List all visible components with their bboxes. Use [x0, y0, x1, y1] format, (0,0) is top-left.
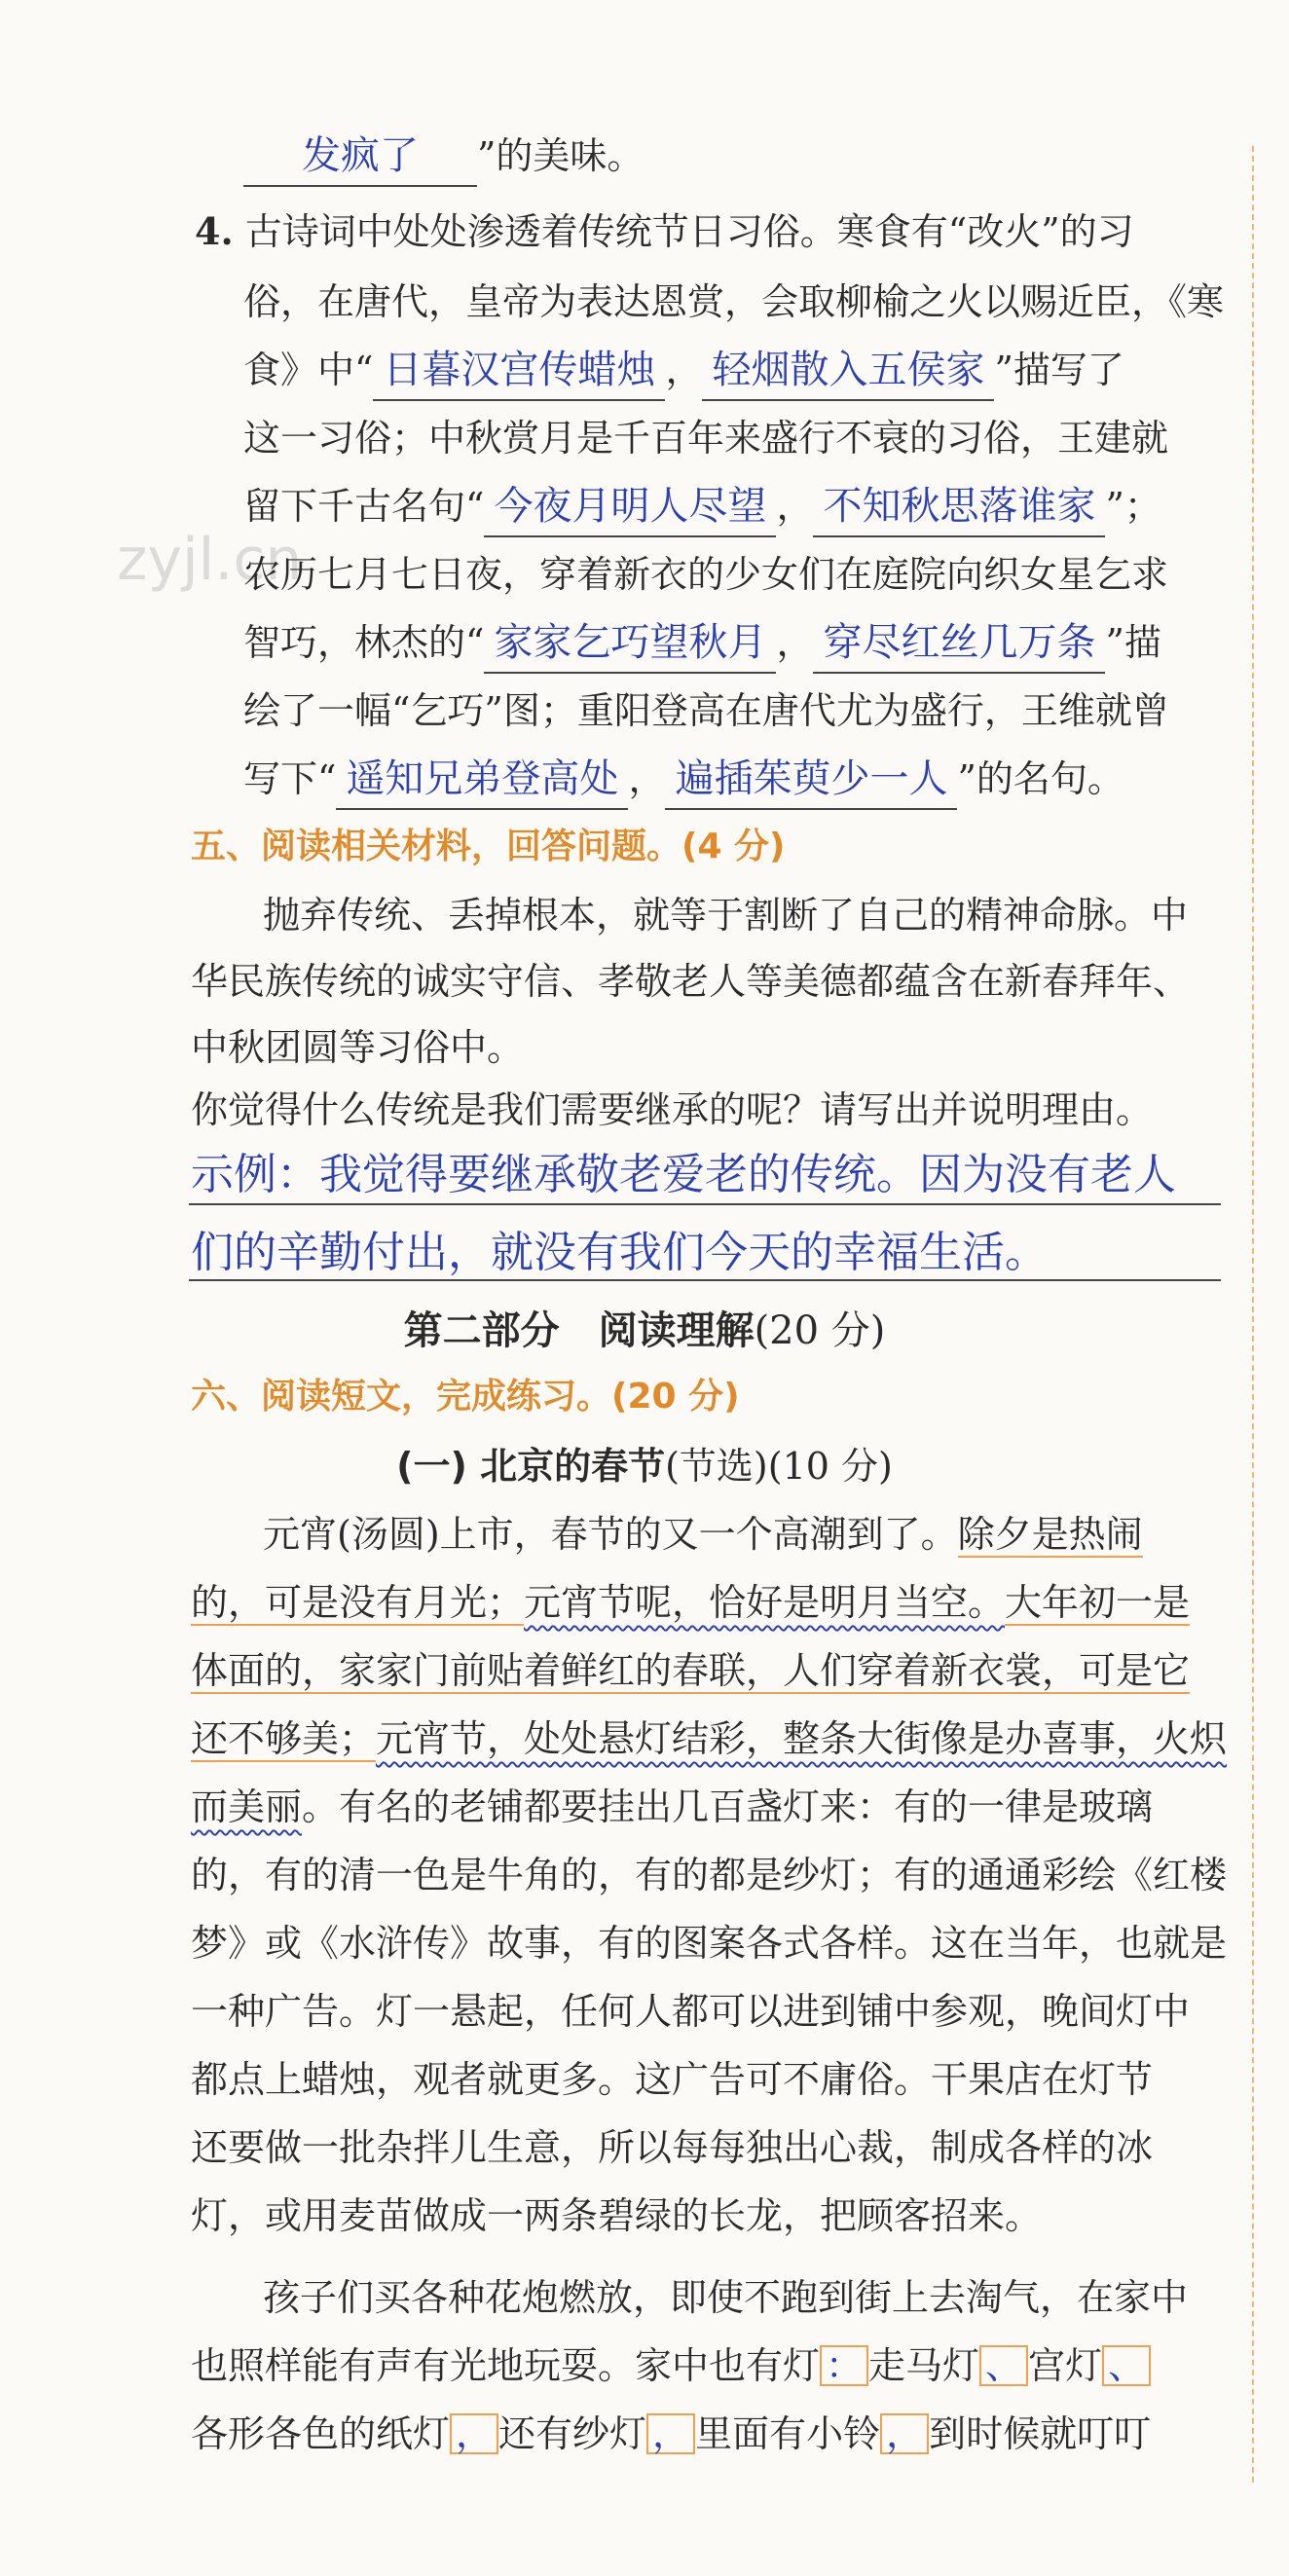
sec5-answer-line-1: 示例：我觉得要继承敬老爱老的传统。因为没有老人	[191, 1150, 1176, 1199]
passage-text: 。有名的老铺都要挂出几百盏灯来：有的一律是玻璃	[302, 1785, 1154, 1828]
q4-line-2: 俗，在唐代，皇帝为表达恩赏，会取柳榆之火以赐近臣，《寒	[243, 280, 1225, 323]
q4-line-1	[195, 202, 1134, 261]
q4-line-3	[243, 341, 1124, 401]
q4-text-9a: 写下“	[243, 757, 337, 800]
q4-text-3a: 食》中“	[243, 349, 374, 391]
sec5-para-3: 中秋团圆等习俗中。	[191, 1026, 525, 1069]
passage-2-line-1: 孩子们买各种花炮燃放，即使不跑到街上去淘气，在家中	[263, 2276, 1189, 2319]
passage-line-3	[191, 1641, 1190, 1700]
punctuation-box: ，	[646, 2413, 695, 2454]
q4-answer-3: 今夜月明人尽望	[484, 477, 776, 537]
comma: ，	[776, 621, 814, 664]
punctuation-box: 、	[1102, 2345, 1151, 2386]
underlined-text: 的，可是没有月光；	[191, 1581, 525, 1624]
passage-text: 里面有小铃	[695, 2412, 881, 2455]
q4-text-9b: ”的名句。	[957, 757, 1124, 800]
q4-answer-8: 遍插茱萸少一人	[665, 750, 957, 810]
passage-1-note: (节选)(10 分)	[665, 1445, 893, 1488]
q4-answer-2: 轻烟散入五侯家	[702, 341, 994, 401]
wavy-underlined-text: 元宵节呢，恰好是明月当空。	[524, 1581, 1006, 1624]
punctuation-box: ，	[450, 2413, 498, 2454]
sec5-para-2: 华民族传统的诚实守信、孝敬老人等美德都蕴含在新春拜年、	[191, 960, 1191, 1003]
passage-text: 走马灯	[868, 2344, 980, 2387]
q4-line-7	[243, 613, 1161, 674]
q4-text-5a: 留下千古名句“	[243, 485, 485, 528]
passage-line-11: 灯，或用麦苗做成一两条碧绿的长龙，把顾客招来。	[191, 2194, 1043, 2237]
q4-text-7a: 智巧，林杰的“	[243, 621, 485, 664]
passage-line-6: 的，有的清一色是牛角的，有的都是纱灯；有的通通彩绘《红楼	[191, 1854, 1228, 1896]
punctuation-box: 、	[979, 2345, 1028, 2386]
underlined-text: 体面的，家家门前贴着鲜红的春联，人们穿着新衣裳，可是它	[191, 1649, 1191, 1692]
part-2-heading: 第二部分 阅读理解	[403, 1307, 755, 1353]
passage-text: 还有纱灯	[498, 2412, 647, 2455]
passage-line-4	[191, 1710, 1227, 1768]
comma: ，	[665, 349, 703, 391]
q4-number: 4.	[195, 209, 234, 253]
passage-text: 也照样能有声有光地玩耍。家中也有灯	[191, 2344, 821, 2387]
q3-tail-text: ”的美味。	[477, 134, 644, 177]
part-2-score: (20 分)	[754, 1308, 886, 1353]
punctuation-box: ：	[820, 2345, 868, 2386]
q4-text-7b: ”描	[1105, 621, 1161, 664]
section-6-title: 六、阅读短文，完成练习。(20 分)	[191, 1377, 740, 1417]
answer-rule-2	[189, 1279, 1221, 1281]
q4-answer-6: 穿尽红丝几万条	[813, 613, 1105, 674]
passage-line-2	[191, 1573, 1190, 1632]
q4-answer-4: 不知秋思落谁家	[813, 477, 1105, 537]
q4-answer-1: 日暮汉宫传蜡烛	[373, 341, 665, 401]
punctuation-box: ，	[880, 2413, 929, 2454]
part-2-title	[0, 1300, 1289, 1355]
q4-line-4: 这一习俗；中秋赏月是千百年来盛行不衰的习俗，王建就	[243, 417, 1169, 460]
q4-text-3b: ”描写了	[994, 349, 1124, 391]
q4-line-5	[243, 477, 1161, 537]
passage-line-5	[191, 1778, 1153, 1836]
q3-tail-line	[243, 127, 644, 187]
section-5-title: 五、阅读相关材料，回答问题。(4 分)	[191, 827, 786, 866]
wavy-underlined-text: 而美丽	[191, 1785, 303, 1828]
underlined-text: 除夕是热闹	[957, 1513, 1143, 1556]
comma: ，	[776, 485, 814, 528]
underlined-text: 还不够美；	[191, 1717, 377, 1760]
underlined-text: 大年初一是	[1005, 1581, 1191, 1624]
wavy-underlined-text: 元宵节，处处悬灯结彩，整条大街像是办喜事，火炽	[376, 1717, 1228, 1760]
q4-line-6: 农历七月七日夜，穿着新衣的少女们在庭院向织女星乞求	[243, 553, 1169, 596]
passage-line-8: 一种广告。灯一悬起，任何人都可以进到铺中参观，晚间灯中	[191, 1990, 1191, 2033]
q4-line-8: 绘了一幅“乞巧”图；重阳登高在唐代尤为盛行，王维就曾	[243, 689, 1169, 732]
passage-text: 到时候就叮叮	[929, 2412, 1152, 2455]
q4-line-9	[243, 750, 1124, 810]
comma: ，	[628, 757, 666, 800]
passage-line-9: 都点上蜡烛，观者就更多。这广告可不庸俗。干果店在灯节	[191, 2058, 1154, 2101]
answer-rule-1	[189, 1203, 1221, 1205]
passage-line-1	[263, 1505, 1143, 1564]
q4-answer-7: 遥知兄弟登高处	[336, 750, 628, 810]
q4-text-5b: ”；	[1105, 485, 1161, 528]
q4-text-1: 古诗词中处处渗透着传统节日习俗。寒食有“改火”的习	[244, 210, 1134, 253]
passage-2-line-2	[191, 2337, 1151, 2395]
watermark: zyjl.cn	[117, 526, 303, 594]
passage-1-heading: (一) 北京的春节	[396, 1445, 666, 1488]
passage-text: 宫灯	[1028, 2344, 1103, 2387]
passage-text: 各形各色的纸灯	[191, 2412, 451, 2455]
passage-line-7: 梦》或《水浒传》故事，有的图案各式各样。这在当年，也就是	[191, 1922, 1228, 1965]
sec5-answer-line-2: 们的辛勤付出，就没有我们今天的幸福生活。	[191, 1228, 1048, 1277]
passage-line-10: 还要做一批杂拌儿生意，所以每每独出心裁，制成各样的冰	[191, 2126, 1154, 2169]
q4-answer-5: 家家乞巧望秋月	[484, 613, 776, 674]
sec5-para-1: 抛弃传统、丢掉根本，就等于割断了自己的精神命脉。中	[263, 894, 1189, 937]
passage-2-line-3	[191, 2405, 1151, 2463]
sec5-question: 你觉得什么传统是我们需要继承的呢？请写出并说明理由。	[191, 1088, 1154, 1131]
passage-text: 元宵(汤圆)上市，春节的又一个高潮到了。	[263, 1513, 958, 1556]
passage-1-title	[0, 1436, 1289, 1490]
q3-answer: 发疯了	[243, 127, 477, 187]
